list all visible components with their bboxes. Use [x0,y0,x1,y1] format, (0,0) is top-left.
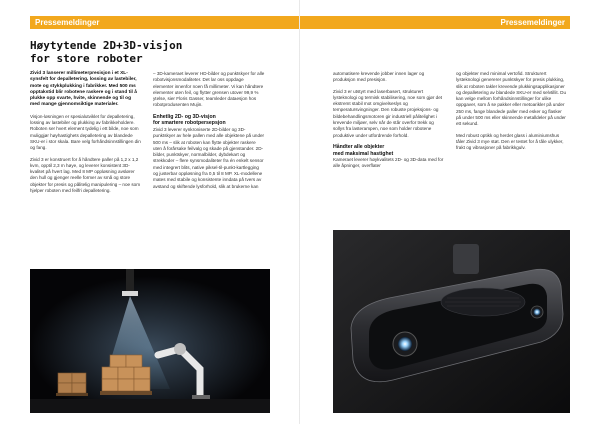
body-paragraph: Zivid 3 leverer synkroniserte 2D-bilder og 3D-punktskyer av hele pallen med alle objektene på under 500 ms – slik at roboten kan flytte objekter raskere uten å forårsake feilvalg og skade på gjenstander. 2D-bilder, punktskyer, normalbilder, dybdekart og strekkoder – flere synsmodaliteter fra én enkelt sensor med integrert blits, native piksel-til-punkt-kartlegging og justerbar oppløsning fra 0,5 til 8 MP. XL-modellene mates med stabile og konsistente inndata på tvers av avstand og skiftende lysforhold, slik at brukerne kan [153,126,265,189]
section-tag-right: Pressemeldinger [300,16,570,29]
subheading-line-1: Enhetlig 2D- og 3D-visjon [153,113,216,120]
headline-line-2: for store roboter [30,52,143,65]
subheading [333,144,445,157]
body-paragraph: Med robust optikk og herdet glass i aluminiumshus tåler Zivid 3 mye støt. Den er testet for å tåle ulykker, frakt og vibrasjoner på fabrikkgulv. [456,132,564,151]
headline-line-1: Høytytende 2D+3D-visjon [30,39,183,52]
column-2 [153,71,265,195]
body-paragraph: automatisere krevende jobber innen lager og produksjon med presisjon. [333,71,425,83]
body-paragraph: Kameraet leverer høykvalitets 2D- og 3D-data med for alle åpninger, overflater [333,157,444,169]
section-tag-left: Pressemeldinger [30,16,300,29]
body-paragraph: Zivid 3 er konstruert for å håndtere paller på 1,2 x 1,2 kvm, opptil 2,3 m høye, og leverer konsistent 3D-kvalitet på hvert lag. Med 8 MP oppløsning avslører den hull og gjenger reelle former av små og store objekter for presis og pålitelig manipulering – noe som hjelper roboten med feilfri depalletering. [30,156,141,194]
column-4 [456,71,568,157]
warehouse-robot-photo [30,269,270,413]
body-paragraph: Visjon-løsningen er spesialutviklet for depalletering, lossing av lastebiler og plukking av fabrikkeholdere. Roboten ser hvert element tydelig i ett bilde, noe som muliggjør høyhastighets depalletering av blandede SKU-er i stor skala. Bare velg forhåndsinnstillingen din og fang. [30,113,141,151]
column-3 [333,71,445,175]
column-1 [30,71,142,199]
subheading-line-2: med maksimal hastighet [333,150,394,157]
zivid-camera-photo [333,230,570,413]
lead-paragraph: Zivid 3 lanserer millimeterpresisjon i et XL-synsfelt for depalletering, lossing av lastebiler, mote og stykkplukking i fabrikker. Med 500 ms opptakstid blir robotene raskere og i stand til å plukke opp svarte, hvite, skinnende og til og med mange gjennomsiktige materialer. [30,71,137,108]
quote-paragraph: – 3D-kameraet leverer HD-bilder og punktskyer for alle robotvisjonsmodaliteter. Det lar oss oppdage elementer innenfor noen få millimeter. Vi kan håndtere elementer uten feil, og flytter grensen utover 99,9 % ytelse, sier Floris Gasser, teamleder dataesjon hos robotprodusenten Mujin. [153,71,265,108]
article-headline [30,39,280,65]
body-paragraph: og objekter med minimal vertofid. Strukturert lysteknologi genererer punktskyer for presis plukking, slik at roboten takler krevende plukkingsapplikasjoner og depalletering av blandede SKU-er med selvtillit. Du kan velge mellom forhåndsinnstillinger for ulike oppgaver, som å se pakker eller metoarikler på under 250 ms, fange blandede paller med esker og flasker på under 500 ms eller skinnende metalldeler på under ett sekund. [456,71,567,127]
subheading-line-1: Håndter alle objekter [333,143,385,150]
right-page [300,0,600,424]
subheading-line-2: for smartere robotpersepsjon [153,120,226,127]
body-paragraph: Zivid 3 er utstyrt med laserbasert, strukturert lysteknologi og termisk stabilisering, noe som gjør det ekstremt stabil mot omgivelseslys og temperatursvingninger. Den robuste projeksjons- og bildebehandlingsmotoren gir industriell pålitelighet i krevende miljøer, selv når de står overfor trekk og sollys fra lasterampen, noe som holder robotene produktive under utfordrende forhold. [333,88,443,138]
subheading [153,114,265,127]
